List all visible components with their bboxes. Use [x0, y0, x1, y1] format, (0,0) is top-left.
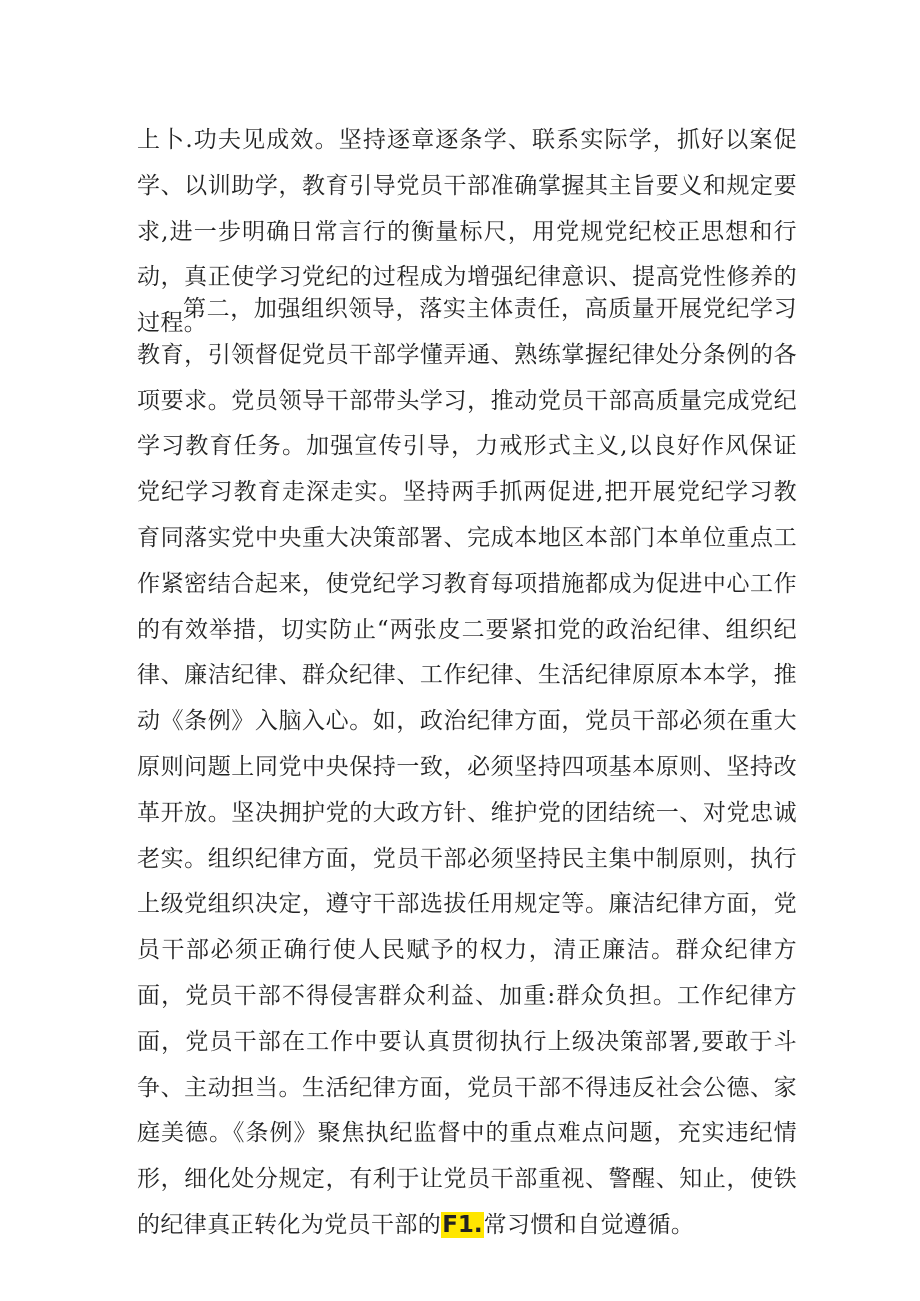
paragraph-2	[137, 287, 797, 1249]
paragraph-2-main-text: 第二，加强组织领导，落实主体责任，高质量开展党纪学习教育，引领督促党员干部学懂弄通、熟练掌握纪律处分条例的各项要求。党员领导干部带头学习，推动党员干部高质量完成党纪学习教育任务。加强宣传引导，力戒形式主义,以良好作风保证党纪学习教育走深走实。坚持两手抓两促进,把开展党纪学习教育同落实党中央重大决策部署、完成本地区本部门本单位重点工作紧密结合起来，使党纪学习教育每项措施都成为促进中心工作的有效举措，切实防止“两张皮二要紧扣党的政治纪律、组织纪律、廉洁纪律、群众纪律、工作纪律、生活纪律原原本本学，推动《条例》入脑入心。如，政治纪律方面，党员干部必须在重大原则问题上同党中央保持一致，必须坚持四项基本原则、坚持改革开放。坚决拥护党的大政方针、维护党的团结统一、对党忠诚老实。组织纪律方面，党员干部必须坚持民主集中制原则，执行上级党组织决定，遵守干部选拔任用规定等。廉洁纪律方面，党员干部必须正确行使人民赋予的权力，清正廉洁。群众纪律方面，党员干部不得侵害群众利益、加重:群众负担。工作纪律方面，党员干部在工作中要认真贯彻执行上级决策部署,要敢于斗争、主动担当。生活纪律方面，党员干部不得违反社会公德、家庭美德。《条例》聚焦执纪监督中的重点难点问题，充实违纪情形，细化处分规定，有利于让党员干部重视、警醒、知止，使铁的纪律真正转化为党员干部的	[137, 296, 797, 1238]
paragraph-1: 上卜.功夫见成效。坚持逐章逐条学、联系实际学，抓好以案促学、以训助学，教育引导党员干部准确掌握其主旨要义和规定要求,进一步明确日常言行的衡量标尺，用党规党纪校正思想和行动，真正使学习党纪的过程成为增强纪律意识、提高党性修养的过程。	[137, 127, 797, 337]
highlighted-text: F1.	[442, 1211, 483, 1238]
paragraph-2-ending-text: 常习惯和自觉遵循。	[483, 1211, 695, 1238]
